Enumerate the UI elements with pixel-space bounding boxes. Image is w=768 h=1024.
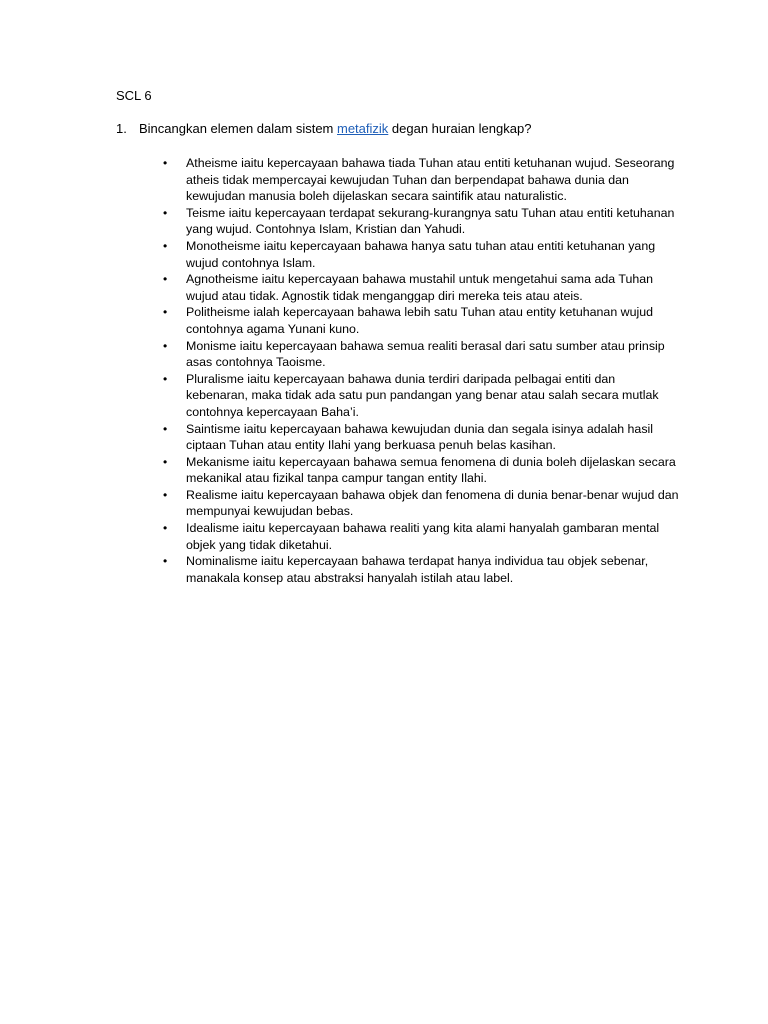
list-item-text: Realisme iaitu kepercayaan bahawa objek dan fenomena di dunia benar-benar wujud dan mempunyai kewujudan bebas. [186, 487, 679, 519]
list-item-text: Agnotheisme iaitu kepercayaan bahawa mustahil untuk mengetahui sama ada Tuhan wujud atau tidak. Agnostik tidak menganggap diri mereka teis atau ateis. [186, 272, 654, 303]
bullet-icon: • [163, 305, 168, 320]
list-item-text: Saintisme iaitu kepercayaan bahawa kewujudan dunia dan segala isinya adalah hasil ciptaan Tuhan atau entity Ilahi yang berkuasa penuh belas kasihan. [186, 421, 654, 453]
list-item-text: Monotheisme iaitu kepercayaan bahawa hanya satu tuhan atau entiti ketuhanan yang wujud contohnya Islam. [186, 238, 656, 270]
list-item-monisme [160, 338, 680, 371]
list-item-text: Nominalisme iaitu kepercayaan bahawa terdapat hanya individua tau objek sebenar, manakala konsep atau abstraksi hanyalah istilah atau label. [186, 554, 649, 585]
list-item-agnotheisme [160, 271, 680, 304]
bullet-icon: • [163, 156, 168, 170]
list-item-idealisme [160, 520, 680, 553]
list-item-realisme [160, 487, 680, 520]
question-text-after: degan huraian lengkap? [388, 121, 532, 136]
list-item-pluralisme [160, 371, 680, 421]
list-item-atheisme [160, 155, 680, 205]
list-item-text: Mekanisme iaitu kepercayaan bahawa semua fenomena di dunia boleh dijelaskan secara mekanikal atau fizikal tanpa campur tangan entity Ilahi. [186, 454, 676, 486]
document-heading: SCL 6 [116, 88, 152, 103]
list-item-text: Atheisme iaitu kepercayaan bahawa tiada Tuhan atau entiti ketuhanan wujud. Seseorang atheis tidak mempercayai kewujudan Tuhan dan berpendapat bahawa dunia dan kewujudan manusia boleh dijelaskan secara saintifik atau naturalistic. [186, 156, 675, 204]
bullet-icon: • [163, 371, 168, 386]
list-item-monotheisme [160, 238, 680, 271]
metafizik-link[interactable]: metafizik [337, 121, 389, 136]
list-item-text: Politheisme ialah kepercayaan bahawa lebih satu Tuhan atau entity ketuhanan wujud contohnya agama Yunani kuno. [186, 305, 654, 336]
bullet-icon: • [163, 205, 168, 220]
question-number: 1. [116, 121, 127, 136]
bullet-icon: • [163, 487, 168, 502]
list-item-saintisme [160, 421, 680, 454]
list-item-text: Monisme iaitu kepercayaan bahawa semua realiti berasal dari satu sumber atau prinsip asas contohnya Taoisme. [186, 338, 665, 370]
bullet-icon: • [163, 454, 168, 469]
question-1 [116, 121, 676, 137]
answer-bullet-list [160, 155, 680, 586]
bullet-icon: • [163, 238, 168, 253]
list-item-text: Teisme iaitu kepercayaan terdapat sekurang-kurangnya satu Tuhan atau entiti ketuhanan yang wujud. Contohnya Islam, Kristian dan Yahudi. [186, 205, 675, 237]
list-item-mekanisme [160, 454, 680, 487]
bullet-icon: • [163, 421, 168, 436]
bullet-icon: • [163, 521, 168, 536]
question-text-before: Bincangkan elemen dalam sistem [139, 121, 337, 136]
list-item-nominalisme [160, 553, 680, 586]
bullet-icon: • [163, 338, 168, 353]
bullet-icon: • [163, 554, 168, 569]
list-item-text: Idealisme iaitu kepercayaan bahawa realiti yang kita alami hanyalah gambaran mental objek yang tidak diketahui. [186, 521, 660, 552]
bullet-icon: • [163, 272, 168, 287]
list-item-teisme [160, 205, 680, 238]
list-item-text: Pluralisme iaitu kepercayaan bahawa dunia terdiri daripada pelbagai entiti dan kebenaran, maka tidak ada satu pun pandangan yang benar atau salah secara mutlak contohnya kepercayaan Baha’i. [186, 371, 659, 419]
list-item-politheisme [160, 304, 680, 337]
